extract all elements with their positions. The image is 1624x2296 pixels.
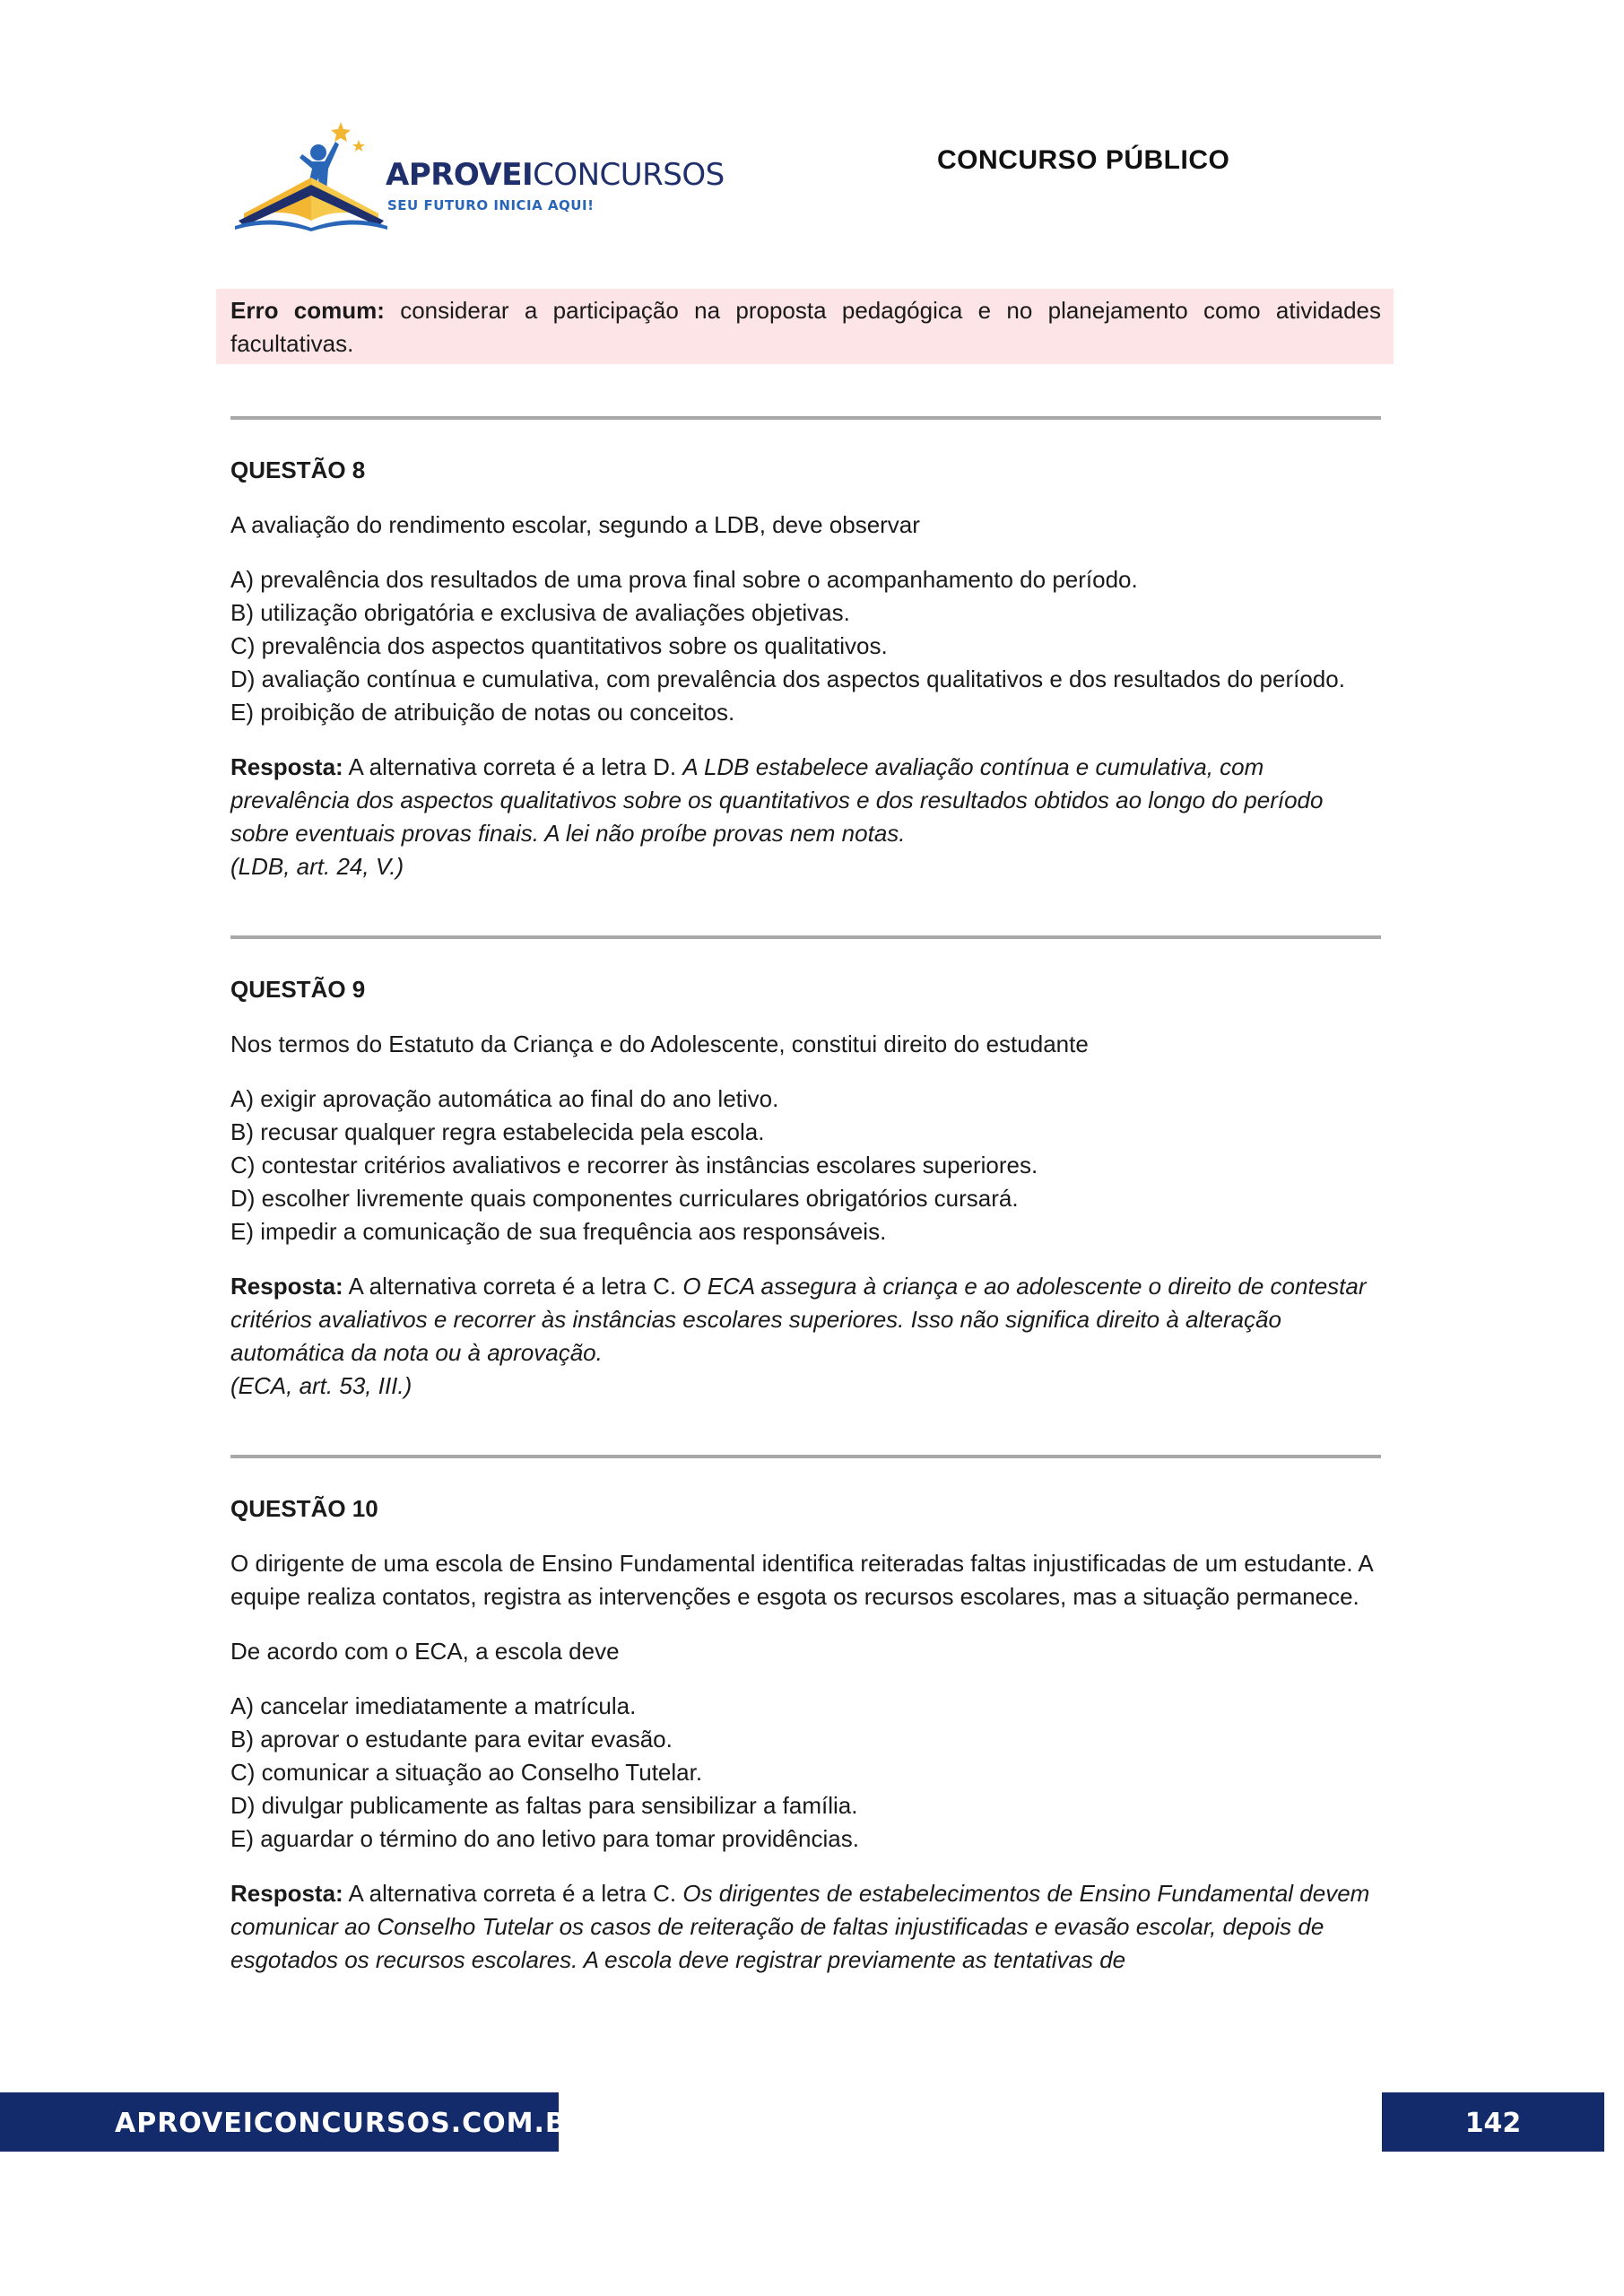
answer-lead: A alternativa correta é a letra D. (343, 753, 683, 780)
footer-website-bar (0, 2092, 588, 2152)
legal-reference: (ECA, art. 53, III.) (230, 1372, 413, 1399)
option-d: D) escolher livremente quais componentes curriculares obrigatórios cursará. (230, 1185, 1019, 1212)
option-e: E) proibição de atribuição de notas ou conceitos. (230, 699, 735, 726)
common-error-text: considerar a participação na proposta pedagógica e no planejamento como atividades facultativas. (230, 297, 1381, 357)
answer-label: Resposta: (230, 1273, 343, 1300)
logo-tagline: SEU FUTURO INICIA AQUI! (387, 197, 595, 213)
answer-explanation (230, 1877, 1381, 1977)
section-divider (230, 935, 1381, 939)
option-d: D) avaliação contínua e cumulativa, com prevalência dos aspectos qualitativos e dos resultados do período. (230, 665, 1345, 692)
question-8 (230, 454, 1381, 883)
option-a: A) exigir aprovação automática ao final do ano letivo. (230, 1085, 779, 1112)
question-stem: O dirigente de uma escola de Ensino Fundamental identifica reiteradas faltas injustificadas de um estudante. A equipe realiza contatos, registra as intervenções e esgota os recursos escolares, mas a situação permanece. (230, 1550, 1373, 1610)
logo-star-icon (352, 140, 365, 152)
question-9 (230, 973, 1381, 1403)
answer-explanation (230, 1270, 1381, 1370)
option-c: C) contestar critérios avaliativos e recorrer às instâncias escolares superiores. (230, 1152, 1038, 1178)
answer-label: Resposta: (230, 753, 343, 780)
option-c: C) prevalência dos aspectos quantitativos sobre os qualitativos. (230, 632, 888, 659)
logo-book-graphic (235, 115, 387, 231)
answer-detail: O ECA assegura à criança e ao adolescente o direito de contestar critérios avaliativos e recorrer às instâncias escolares superiores. Isso não significa direito à alteração automática da nota ou à aprovação. (230, 1273, 1367, 1366)
option-c: C) comunicar a situação ao Conselho Tutelar. (230, 1759, 703, 1786)
answer-lead: A alternativa correta é a letra C. (343, 1880, 683, 1907)
logo-star-icon (331, 122, 351, 142)
question-prompt: De acordo com o ECA, a escola deve (230, 1638, 620, 1665)
answer-explanation (230, 751, 1381, 850)
page-number: 142 (1464, 2108, 1522, 2139)
option-d: D) divulgar publicamente as faltas para sensibilizar a família. (230, 1792, 858, 1819)
question-stem: Nos termos do Estatuto da Criança e do Adolescente, constitui direito do estudante (230, 1031, 1089, 1057)
section-divider (230, 416, 1381, 420)
answer-lead: A alternativa correta é a letra C. (343, 1273, 683, 1300)
common-error-label: Erro comum: (230, 297, 385, 324)
common-error-callout (216, 289, 1394, 364)
option-a: A) cancelar imediatamente a matrícula. (230, 1692, 637, 1719)
logo-person-icon (310, 144, 326, 161)
footer-website-link[interactable]: APROVEICONCURSOS.COM.BR (115, 2108, 588, 2139)
option-b: B) aprovar o estudante para evitar evasão. (230, 1726, 673, 1752)
question-title: QUESTÃO 10 (230, 1495, 378, 1522)
page-header-title: CONCURSO PÚBLICO (937, 145, 1230, 175)
answer-options (230, 1083, 1381, 1248)
option-e: E) impedir a comunicação de sua frequência aos responsáveis. (230, 1218, 887, 1245)
answer-detail: A LDB estabelece avaliação contínua e cumulativa, com prevalência dos aspectos qualitativos sobre os quantitativos e dos resultados obtidos ao longo do período sobre eventuais provas finais. A lei não proíbe provas nem notas. (230, 753, 1324, 847)
question-10 (230, 1492, 1381, 1977)
answer-options (230, 1690, 1381, 1856)
question-title: QUESTÃO 9 (230, 976, 366, 1003)
answer-detail: Os dirigentes de estabelecimentos de Ensino Fundamental devem comunicar ao Conselho Tutelar os casos de reiteração de faltas injustificadas e evasão escolar, depois de esgotados os recursos escolares. A escola deve registrar previamente as tentativas de (230, 1880, 1370, 1973)
brand-logo (235, 115, 725, 231)
question-title: QUESTÃO 8 (230, 457, 366, 483)
option-e: E) aguardar o término do ano letivo para tomar providências. (230, 1825, 859, 1852)
logo-wordmark: APROVEICONCURSOS (386, 157, 725, 193)
option-b: B) recusar qualquer regra estabelecida pela escola. (230, 1118, 765, 1145)
document-body (230, 289, 1381, 1977)
question-stem: A avaliação do rendimento escolar, segundo a LDB, deve observar (230, 511, 920, 538)
answer-options (230, 563, 1381, 729)
answer-label: Resposta: (230, 1880, 343, 1907)
legal-reference: (LDB, art. 24, V.) (230, 853, 404, 880)
footer-page-number-box (1382, 2092, 1604, 2152)
section-divider (230, 1455, 1381, 1458)
option-a: A) prevalência dos resultados de uma prova final sobre o acompanhamento do período. (230, 566, 1138, 593)
option-b: B) utilização obrigatória e exclusiva de avaliações objetivas. (230, 599, 850, 626)
